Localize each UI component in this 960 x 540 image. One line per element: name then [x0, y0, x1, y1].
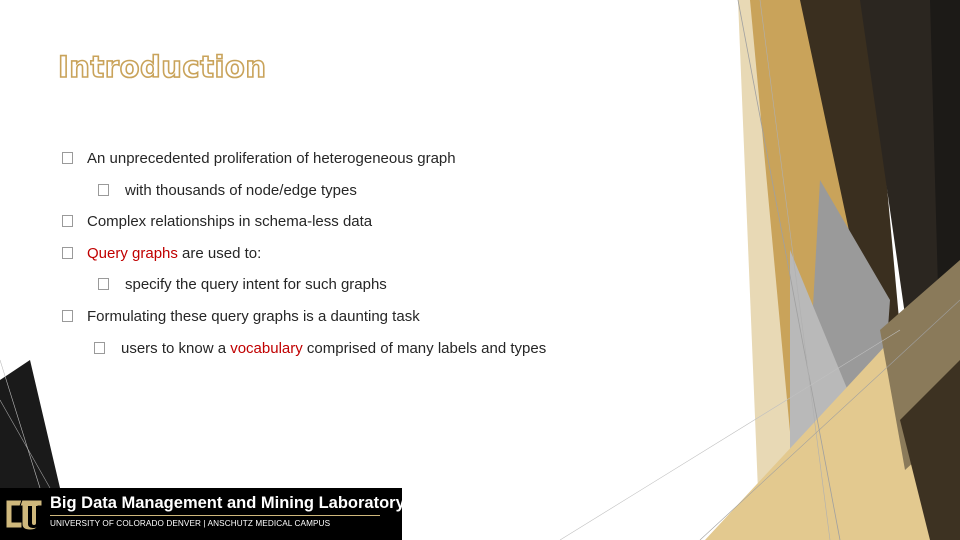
sub-bullet-item: [98, 182, 357, 199]
text-run: users to know a: [121, 340, 231, 357]
lab-divider: [50, 515, 380, 516]
bullet-marker-icon: [94, 342, 105, 354]
bullet-text: [125, 182, 357, 199]
bullet-text: [87, 213, 372, 230]
text-run: Complex relationships in schema-less data: [87, 213, 373, 230]
sub-bullet-item: [94, 340, 546, 357]
bullet-text: [121, 340, 546, 357]
text-run: Formulating these query graphs is a daunting task: [87, 308, 420, 325]
bullet-marker-icon: [62, 215, 73, 227]
highlighted-term: Query graphs: [87, 245, 178, 262]
bullet-item: [62, 213, 372, 230]
bullet-text: [87, 308, 420, 325]
slide-title: Introduction: [58, 50, 267, 84]
lab-logo-banner: [0, 488, 405, 540]
bullet-item: [62, 308, 420, 325]
sub-bullet-item: [98, 276, 387, 293]
highlighted-term: vocabulary: [230, 340, 303, 357]
bullet-marker-icon: [62, 310, 73, 322]
text-run: An unprecedented proliferation of heterogeneous graph: [87, 150, 456, 167]
text-run: comprised of many labels and types: [302, 340, 547, 357]
lab-name: Big Data Management and Mining Laboratory: [50, 494, 405, 512]
bullet-marker-icon: [98, 184, 109, 196]
bg-panel-left-dark: [0, 360, 60, 488]
bullet-text: [87, 150, 456, 167]
text-run: with thousands of node/edge types: [125, 182, 357, 199]
bullet-item: [62, 245, 261, 262]
bullet-text: [125, 276, 387, 293]
bullet-marker-icon: [62, 247, 73, 259]
bullet-item: [62, 150, 456, 167]
text-run: specify the query intent for such graphs: [125, 276, 387, 293]
bullet-marker-icon: [98, 278, 109, 290]
bullet-marker-icon: [62, 152, 73, 164]
lab-subtitle: UNIVERSITY OF COLORADO DENVER | ANSCHUTZ MEDICAL CAMPUS: [50, 519, 331, 528]
bullet-text: [87, 245, 261, 262]
cu-monogram-icon: [2, 492, 46, 536]
text-run: are used to:: [177, 245, 262, 262]
